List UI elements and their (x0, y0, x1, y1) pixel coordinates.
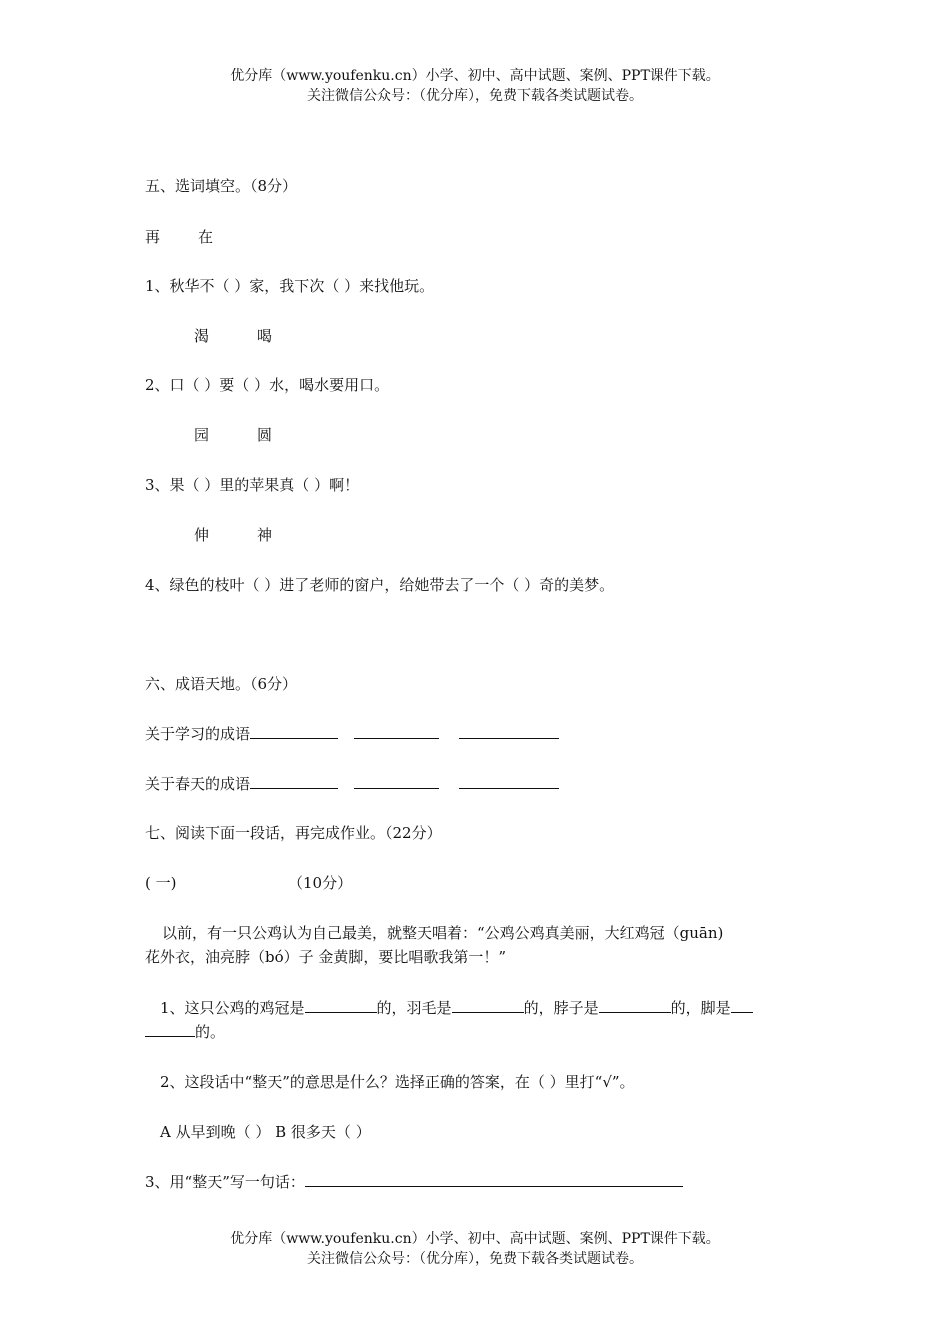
passage-line-2: 花外衣，油亮脖（bó）子 金黄脚，要比唱歌我第一！” (145, 948, 507, 966)
answer-blank[interactable] (459, 724, 559, 739)
word-choice: 神 (257, 526, 273, 544)
question-5-3: 3、果（ ）里的苹果真（ ）啊！ (145, 476, 360, 494)
answer-blank[interactable] (354, 774, 439, 789)
header-line-2: 关注微信公众号：（优分库），免费下载各类试题试卷。 (307, 88, 643, 104)
section-7-title: 七、阅读下面一段话，再完成作业。（22分） (145, 824, 442, 842)
section-5-title: 五、选词填空。（8分） (145, 177, 298, 195)
part-score: （10分） (288, 874, 353, 892)
question-7-2-options: A 从早到晚（ ） B 很多天（ ） (160, 1123, 371, 1141)
question-5-4: 4、绿色的枝叶（ ）进了老师的窗户，给她带去了一个（ ）奇的美梦。 (145, 576, 615, 594)
answer-blank[interactable] (354, 724, 439, 739)
question-7-1 (160, 997, 753, 1019)
header-line-1: 优分库（www.youfenku.cn）小学、初中、高中试题、案例、PPT课件下载。 (230, 68, 720, 84)
q1-text-e: 的。 (195, 1023, 226, 1041)
question-5-2: 2、口（ ）要（ ）水，喝水要用口。 (145, 376, 390, 394)
word-choice: 在 (198, 228, 214, 246)
q1-text-c: 的，脖子是 (523, 999, 599, 1017)
footer-line-2: 关注微信公众号：（优分库），免费下载各类试题试卷。 (307, 1251, 643, 1267)
q3-text: 3、用“整天”写一句话： (145, 1173, 305, 1191)
idiom-row-spring (145, 773, 559, 795)
word-choice: 园 (194, 426, 210, 444)
question-5-1: 1、秋华不（ ）家，我下次（ ）来找他玩。 (145, 277, 435, 295)
answer-blank[interactable] (305, 998, 377, 1013)
q1-text-a: 1、这只公鸡的鸡冠是 (160, 999, 305, 1017)
word-choice: 圆 (257, 426, 273, 444)
idiom-row-label: 关于春天的成语 (145, 775, 251, 793)
footer-line-1: 优分库（www.youfenku.cn）小学、初中、高中试题、案例、PPT课件下载。 (230, 1231, 720, 1247)
answer-blank[interactable] (599, 998, 671, 1013)
answer-blank[interactable] (145, 1022, 195, 1037)
idiom-row-study (145, 723, 559, 745)
word-choice: 渴 (194, 327, 210, 345)
answer-blank[interactable] (305, 1172, 683, 1187)
word-choice: 喝 (257, 327, 273, 345)
passage-line-1: 以前，有一只公鸡认为自己最美，就整天唱着：“公鸡公鸡真美丽，大红鸡冠（guān) (162, 924, 724, 942)
answer-blank[interactable] (250, 724, 338, 739)
part-label: ( 一) (145, 874, 177, 892)
question-7-3 (145, 1171, 683, 1193)
answer-blank[interactable] (250, 774, 338, 789)
question-7-2: 2、这段话中“整天”的意思是什么？选择正确的答案，在（ ）里打“√”。 (160, 1073, 635, 1091)
word-choice: 伸 (194, 526, 210, 544)
answer-blank[interactable] (452, 998, 524, 1013)
section-6-title: 六、成语天地。（6分） (145, 675, 298, 693)
answer-blank[interactable] (459, 774, 559, 789)
idiom-row-label: 关于学习的成语 (145, 725, 251, 743)
question-7-1-cont (145, 1021, 225, 1043)
word-choice: 再 (145, 228, 161, 246)
q1-text-d: 的，脚是 (670, 999, 731, 1017)
q1-text-b: 的，羽毛是 (376, 999, 452, 1017)
answer-blank[interactable] (731, 998, 753, 1013)
